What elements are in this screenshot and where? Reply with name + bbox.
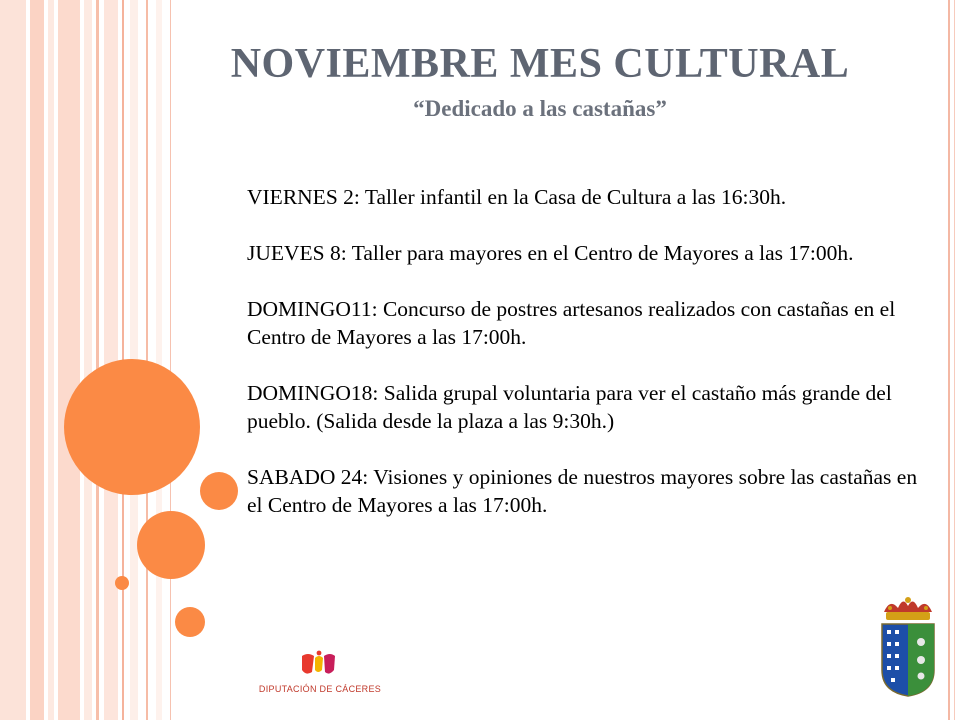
diputacion-mark-icon <box>298 650 338 680</box>
slide-title: NOVIEMBRE MES CULTURAL <box>230 41 850 87</box>
event-item: SABADO 24: Visiones y opiniones de nuestros mayores sobre las castañas en el Centro de Mayores a las 17:00h. <box>247 465 918 517</box>
decorative-circle-large <box>64 359 200 495</box>
event-item: JUEVES 8: Taller para mayores en el Centro de Mayores a las 17:00h. <box>247 241 854 265</box>
decorative-circle-small <box>200 472 238 510</box>
event-list <box>247 183 937 547</box>
decorative-circle-tiny <box>115 576 129 590</box>
right-border-line-thin <box>954 0 955 720</box>
decorative-circle-medium <box>137 511 205 579</box>
coat-of-arms-icon <box>876 594 940 698</box>
event-item: DOMINGO11: Concurso de postres artesanos realizados con castañas en el Centro de Mayores a las 17:00h. <box>247 297 896 349</box>
diputacion-logo-text: DIPUTACIÓN DE CÁCERES <box>258 684 382 694</box>
right-border-line <box>948 0 950 720</box>
event-item: VIERNES 2: Taller infantil en la Casa de Cultura a las 16:30h. <box>247 185 787 209</box>
slide-subtitle: “Dedicado a las castañas” <box>413 96 667 121</box>
diputacion-logo <box>250 646 390 698</box>
event-item: DOMINGO18: Salida grupal voluntaria para ver el castaño más grande del pueblo. (Salida desde la plaza a las 9:30h.) <box>247 381 892 433</box>
decorative-circle-small-2 <box>175 607 205 637</box>
